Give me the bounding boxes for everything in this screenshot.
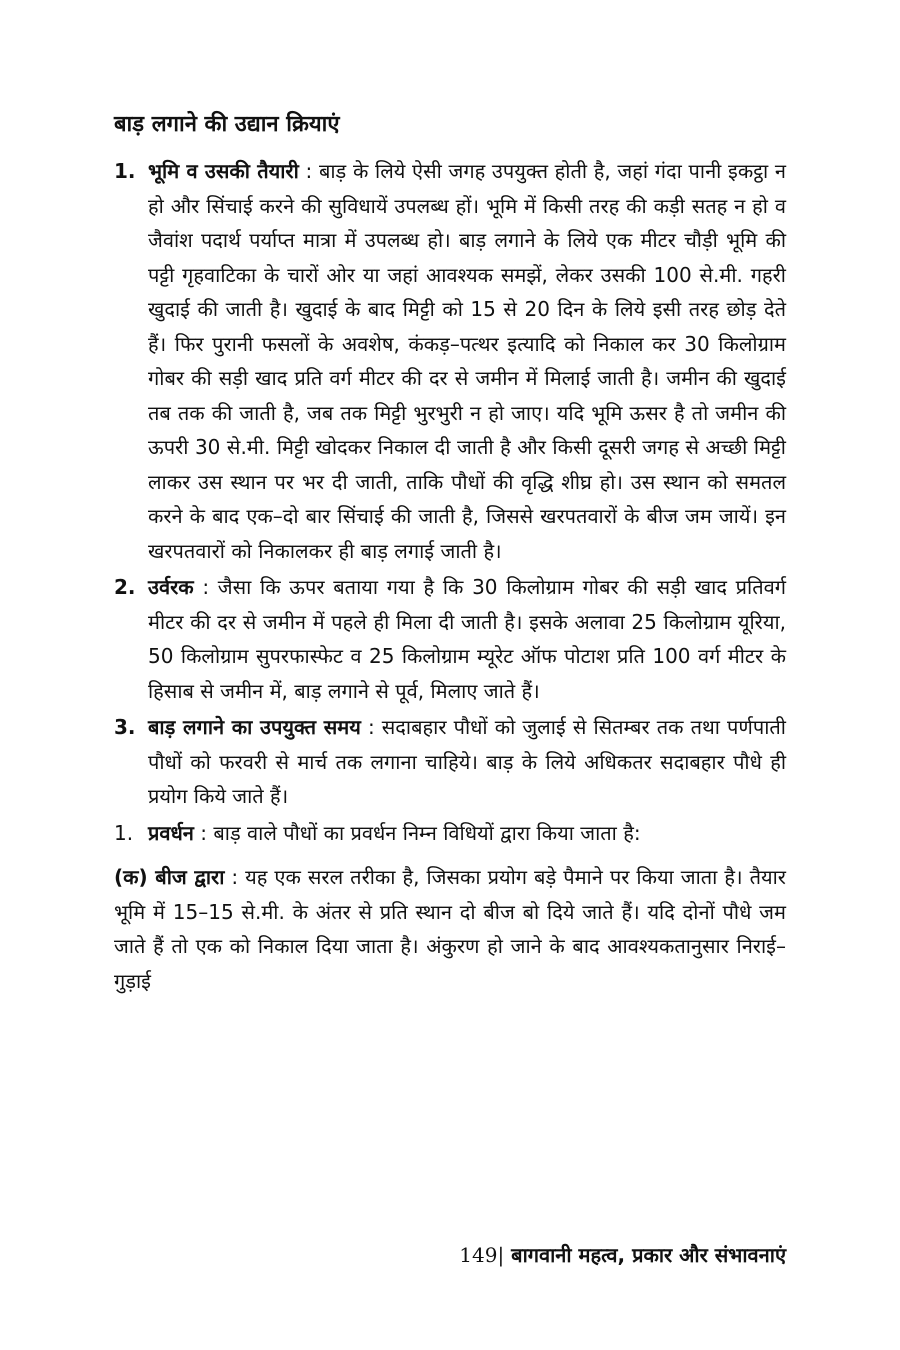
list-number: 2.: [114, 575, 136, 599]
list-item-text: [148, 816, 786, 851]
list-item-term: भूमि व उसकी तैयारी: [148, 159, 299, 183]
list-number: 1.: [114, 159, 136, 183]
list-item-text: [148, 154, 786, 568]
list-item-planting-time: [114, 710, 786, 814]
subsection-term: (क) बीज द्वारा: [114, 865, 225, 889]
book-title: बागवानी महत्व, प्रकार और संभावनाएं: [504, 1243, 786, 1267]
list-item-fertilizer: [114, 570, 786, 708]
list-item-text: [148, 710, 786, 814]
list-item-land-preparation: [114, 154, 786, 568]
section-heading: बाड़ लगाने की उद्यान क्रियाएं: [114, 112, 340, 137]
list-item-term: उर्वरक: [148, 575, 194, 599]
list-item-description: : बाड़ वाले पौधों का प्रवर्धन निम्न विधियों द्वारा किया जाता है:: [193, 820, 641, 845]
page-footer: [114, 1240, 786, 1270]
list-item-description: : सदाबहार पौधों को जुलाई से सितम्बर तक तथा पर्णपाती पौधों को फरवरी से मार्च तक लगाना चाहिये। बाड़ के लिये अधिकतर सदाबहार पौधे ही प्रयोग किये जाते हैं।: [148, 715, 786, 808]
list-item-term: प्रवर्धन: [148, 820, 194, 845]
list-item-description: : जैसा कि ऊपर बताया गया है कि 30 किलोग्राम गोबर की सड़ी खाद प्रतिवर्ग मीटर की दर से जमीन में पहले ही मिला दी जाती है। इसके अलावा 25 किलोग्राम यूरिया, 50 किलोग्राम सुपरफास्फेट व 25 किलोग्राम म्यूरेट ऑफ पोटाश प्रति 100 वर्ग मीटर के हिसाब से जमीन में, बाड़ लगाने से पूर्व, मिलाए जाते हैं।: [148, 575, 786, 703]
list-number: 3.: [114, 715, 136, 739]
subsection-text: : यह एक सरल तरीका है, जिसका प्रयोग बड़े पैमाने पर किया जाता है। तैयार भूमि में 15–15 से.मी. के अंतर से प्रति स्थान दो बीज बो दिये जाते हैं। यदि दोनों पौधे जम जाते हैं तो एक को निकाल दिया जाता है। अंकुरण हो जाने के बाद आवश्यकतानुसार निराई–गुड़ाई: [114, 865, 786, 993]
page-number: 149|: [459, 1243, 505, 1267]
page-content: [114, 108, 786, 998]
subsection-seed-propagation: [114, 860, 786, 998]
list-item-text: [148, 570, 786, 708]
list-item-propagation: [114, 816, 786, 851]
list-item-description: : बाड़ के लिये ऐसी जगह उपयुक्त होती है, जहां गंदा पानी इकट्ठा न हो और सिंचाई करने की सुविधायें उपलब्ध हों। भूमि में किसी तरह की कड़ी सतह न हो व जैवांश पदार्थ पर्याप्त मात्रा में उपलब्ध हो। बाड़ लगाने के लिये एक मीटर चौड़ी भूमि की पट्टी गृहवाटिका के चारों ओर या जहां आवश्यक समझें, लेकर उसकी 100 से.मी. गहरी खुदाई की जाती है। खुदाई के बाद मिट्टी को 15 से 20 दिन के लिये इसी तरह छोड़ देते हैं। फिर पुरानी फसलों के अवशेष, कंकड़–पत्थर इत्यादि को निकाल कर 30 किलोग्राम गोबर की सड़ी खाद प्रति वर्ग मीटर की दर से जमीन में मिलाई जाती है। जमीन की खुदाई तब तक की जाती है, जब तक मिट्टी भुरभुरी न हो जाए। यदि भूमि ऊसर है तो जमीन की ऊपरी 30 से.मी. मिट्टी खोदकर निकाल दी जाती है और किसी दूसरी जगह से अच्छी मिट्टी लाकर उस स्थान पर भर दी जाती, ताकि पौधों की वृद्धि शीघ्र हो। उस स्थान को समतल करने के बाद एक–दो बार सिंचाई की जाती है, जिससे खरपतवारों के बीज जम जायें। इन खरपतवारों को निकालकर ही बाड़ लगाई जाती है।: [148, 159, 786, 563]
list-number: 1.: [114, 820, 134, 845]
list-item-term: बाड़ लगाने का उपयुक्त समय: [148, 715, 361, 739]
